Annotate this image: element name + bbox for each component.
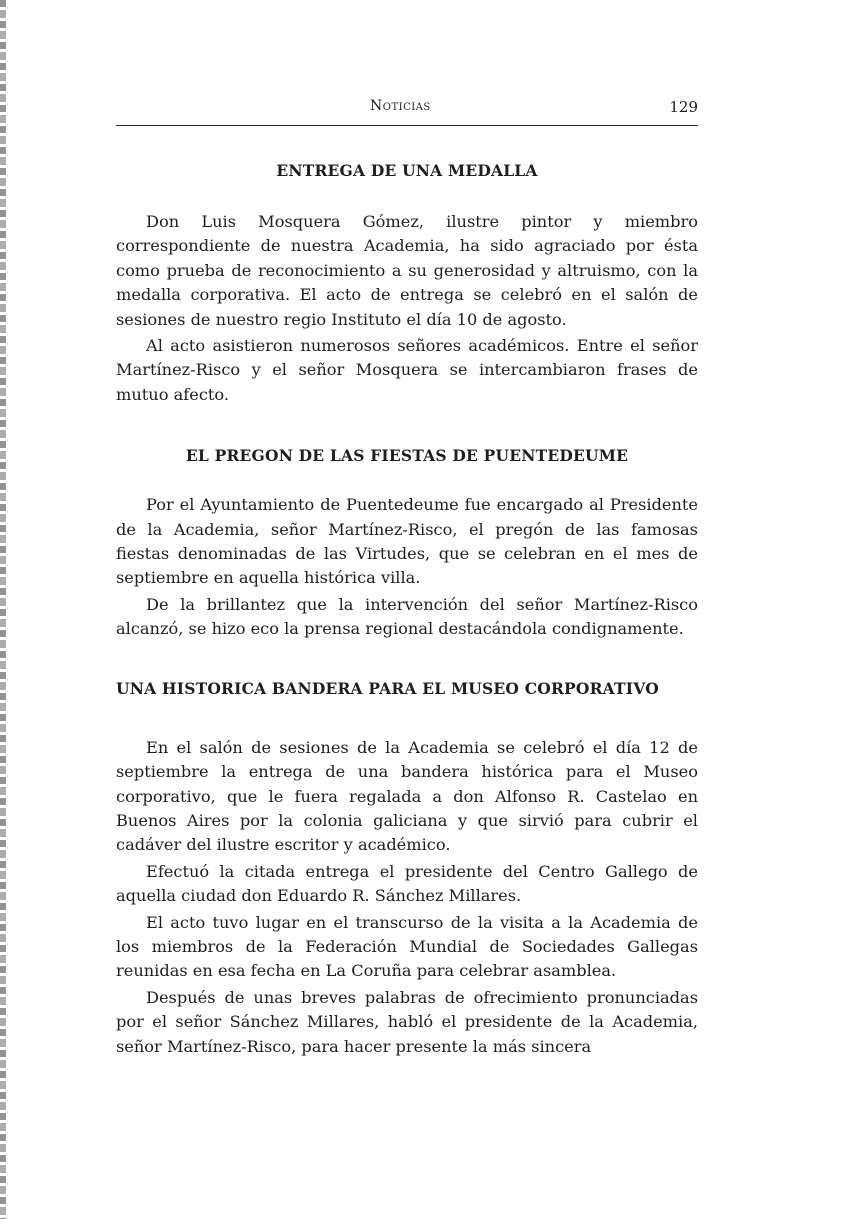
scan-binding-edge bbox=[0, 0, 6, 1219]
paragraph: En el salón de sesiones de la Academia se celebró el día 12 de septiembre la entrega de una bandera histórica para el Museo corporativo, que le fuera regalada a don Alfonso R. Castelao en Buenos Aires por la colonia galiciana y que sirvió para cubrir el cadáver del ilustre escritor y académico. bbox=[116, 737, 698, 855]
header-rule bbox=[116, 125, 698, 126]
paragraph: Por el Ayuntamiento de Puentedeume fue encargado al Presidente de la Academia, señor Martínez-Risco, el pregón de las famosas fiestas denominadas de las Virtudes, que se celebran en el mes de septiembre en aquella histórica villa. bbox=[116, 495, 698, 588]
running-title: Noticias bbox=[370, 98, 431, 114]
section-heading-medalla: ENTREGA DE UNA MEDALLA bbox=[276, 161, 538, 180]
paragraph: Después de unas breves palabras de ofrecimiento pronunciadas por el señor Sánchez Millares, habló el presidente de la Academia, señor Martínez-Risco, para hacer presente la más sincera bbox=[116, 987, 698, 1056]
paragraph: Al acto asistieron numerosos señores académicos. Entre el señor Martínez-Risco y el señor Mosquera se intercambiaron frases de mutuo afecto. bbox=[116, 336, 698, 404]
article-body bbox=[116, 160, 698, 1061]
section-heading-pregon: EL PREGON DE LAS FIESTAS DE PUENTEDEUME bbox=[185, 446, 629, 466]
running-header bbox=[116, 98, 698, 122]
paragraph: Efectuó la citada entrega el presidente del Centro Gallego de aquella ciudad don Eduardo R. Sánchez Millares. bbox=[116, 861, 698, 906]
paragraph: Don Luis Mosquera Gómez, ilustre pintor y miembro correspondiente de nuestra Academia, ha sido agraciado por ésta como prueba de reconocimiento a su generosidad y altruismo, con la medalla corporativa. El acto de entrega se celebró en el salón de sesiones de nuestro regio Instituto el día 10 de agosto. bbox=[116, 212, 698, 329]
page-number: 129 bbox=[669, 98, 698, 116]
section-heading-bandera: UNA HISTORICA BANDERA PARA EL MUSEO CORPORATIVO bbox=[116, 678, 659, 698]
paragraph: El acto tuvo lugar en el transcurso de la visita a la Academia de los miembros de la Federación Mundial de Sociedades Gallegas reunidas en esa fecha en La Coruña para celebrar asamblea. bbox=[116, 912, 698, 981]
paragraph: De la brillantez que la intervención del señor Martínez-Risco alcanzó, se hizo eco la prensa regional destacándola condignamente. bbox=[116, 594, 698, 639]
